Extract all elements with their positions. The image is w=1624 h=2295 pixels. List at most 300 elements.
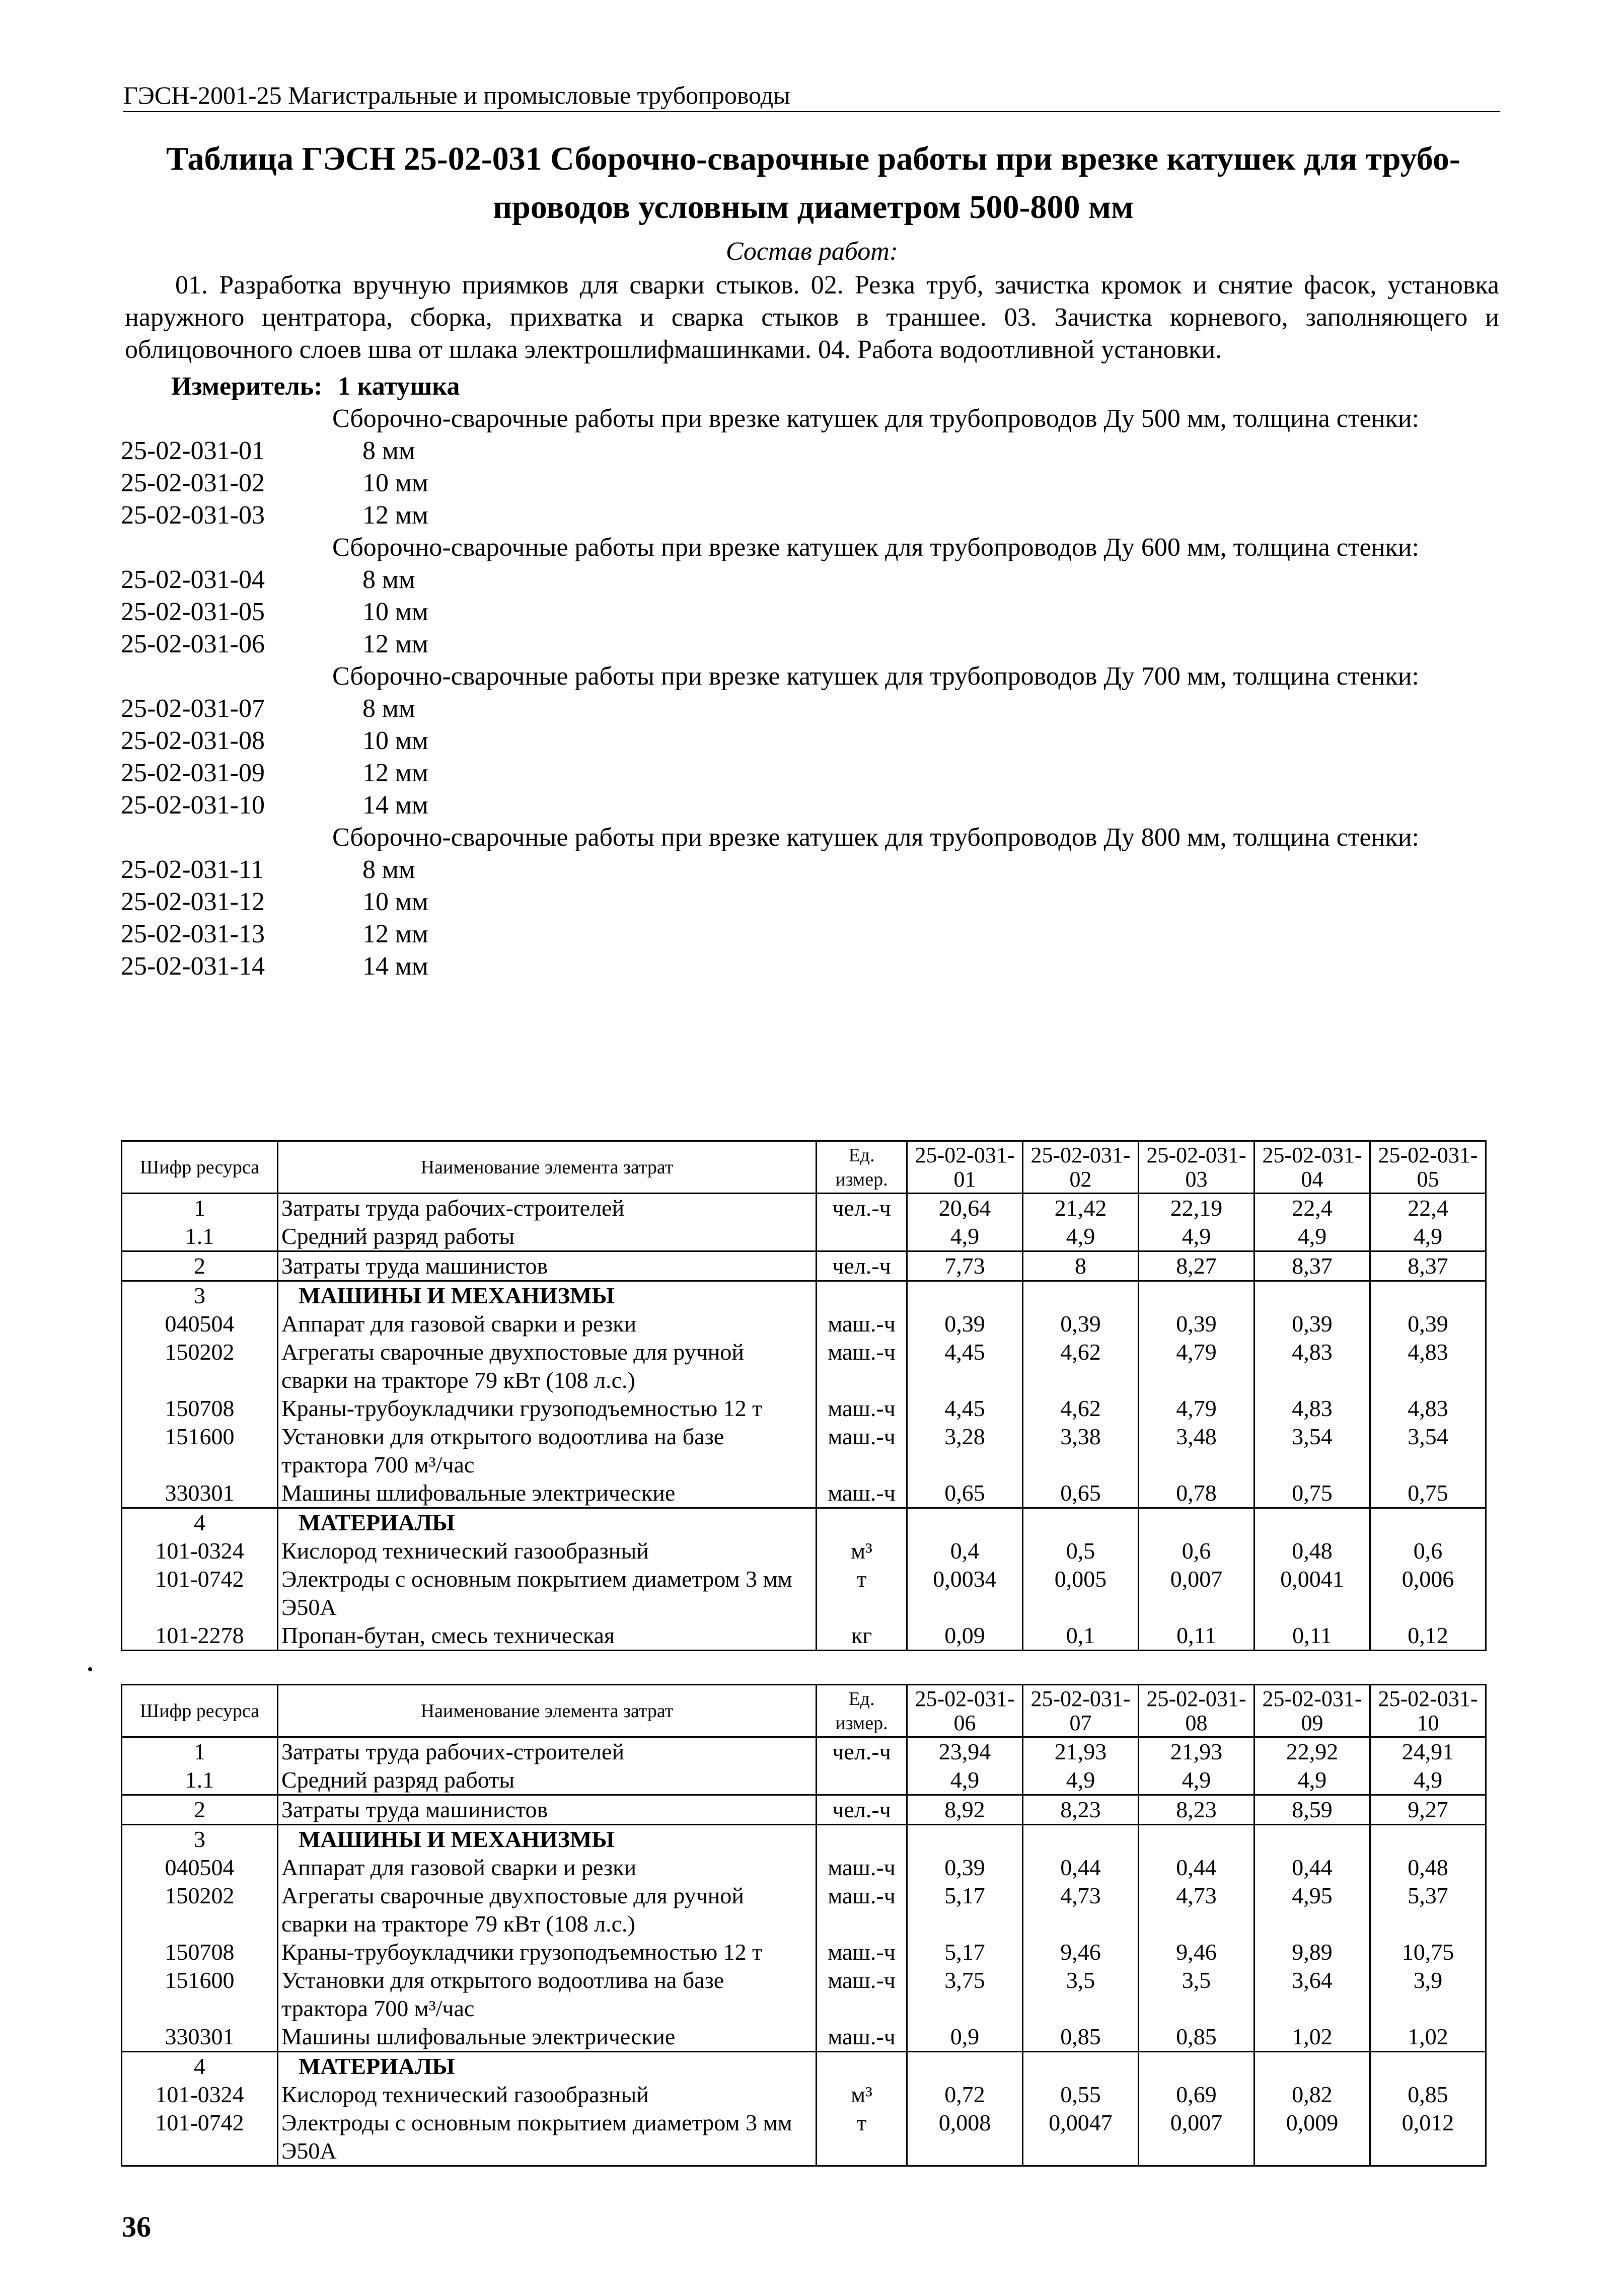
page-number: 36 <box>122 2210 151 2243</box>
resource-name: Затраты труда рабочих-строителей <box>278 1194 817 1223</box>
resource-name: Краны-трубоукладчики грузоподъемностью 12 т <box>278 1938 817 1966</box>
resource-code: 150202 <box>122 1338 278 1394</box>
resource-value: 9,89 <box>1254 1938 1370 1966</box>
resource-name: Краны-трубоукладчики грузоподъемностью 12 т <box>278 1394 817 1423</box>
norm-row <box>121 789 1500 822</box>
resource-value: 0,007 <box>1139 2109 1254 2166</box>
resource-unit <box>817 1508 907 1537</box>
norm-row <box>121 693 1500 725</box>
norm-thickness: 8 мм <box>362 436 415 465</box>
resource-value: 0,005 <box>1023 1565 1139 1621</box>
table-row <box>122 1621 1486 1651</box>
resource-code: 1 <box>122 1737 278 1766</box>
resource-code: 4 <box>122 2052 278 2081</box>
resource-value: 0,5 <box>1023 1537 1139 1565</box>
resource-value: 0,0041 <box>1254 1565 1370 1621</box>
header-name: Наименование элемента затрат <box>278 1141 817 1194</box>
resource-value: 4,9 <box>1370 1222 1486 1251</box>
resource-name: Агрегаты сварочные двухпостовые для ручной сварки на тракторе 79 кВт (108 л.с.) <box>278 1338 817 1394</box>
resource-value: 0,82 <box>1254 2081 1370 2109</box>
norm-row <box>121 918 1500 950</box>
resource-value: 0,85 <box>1370 2081 1486 2109</box>
header-code: Шифр ресурса <box>122 1141 278 1194</box>
resource-name: Кислород технический газообразный <box>278 2081 817 2109</box>
resource-name: Электроды с основным покрытием диаметром 3 мм Э50А <box>278 1565 817 1621</box>
resource-value <box>1139 1508 1254 1537</box>
resource-unit: маш.-ч <box>817 1310 907 1338</box>
table-title <box>125 135 1502 232</box>
resource-value: 5,37 <box>1370 1882 1486 1938</box>
resource-name: Средний разряд работы <box>278 1222 817 1251</box>
resource-name: Затраты труда машинистов <box>278 1251 817 1281</box>
resource-value <box>1370 1281 1486 1310</box>
resource-value: 0,39 <box>907 1854 1023 1882</box>
header-unit: Ед. измер. <box>817 1685 907 1737</box>
resource-value: 0,75 <box>1370 1479 1486 1508</box>
resource-value: 3,64 <box>1254 1966 1370 2023</box>
title-line-1: Таблица ГЭСН 25-02-031 Сборочно-сварочные работы при врезке катушек для трубо- <box>166 140 1460 177</box>
resource-value <box>1254 1825 1370 1854</box>
resource-value: 4,83 <box>1254 1394 1370 1423</box>
header-norm-code: 25-02-031-10 <box>1370 1685 1486 1737</box>
table-row <box>122 1938 1486 1966</box>
norm-code: 25-02-031-03 <box>121 501 265 530</box>
norm-row <box>121 467 1500 499</box>
resource-value: 4,83 <box>1370 1338 1486 1394</box>
resource-value: 1,02 <box>1254 2023 1370 2052</box>
table-row <box>122 1737 1486 1766</box>
resource-value: 21,93 <box>1023 1737 1139 1766</box>
header-norm-code: 25-02-031-01 <box>907 1141 1023 1194</box>
norm-thickness: 10 мм <box>362 598 428 626</box>
resource-code: 150202 <box>122 1882 278 1938</box>
resource-value: 0,6 <box>1370 1537 1486 1565</box>
header-norm-code: 25-02-031-07 <box>1023 1685 1139 1737</box>
norm-code: 25-02-031-02 <box>121 469 265 497</box>
resource-value: 0,0047 <box>1023 2109 1139 2166</box>
norm-row <box>121 886 1500 918</box>
resource-value: 4,83 <box>1370 1394 1486 1423</box>
resource-value <box>1254 1281 1370 1310</box>
resource-value: 0,39 <box>1254 1310 1370 1338</box>
resource-value: 0,85 <box>1023 2023 1139 2052</box>
table-row <box>122 1251 1486 1281</box>
resource-value: 4,73 <box>1139 1882 1254 1938</box>
resource-value: 4,45 <box>907 1394 1023 1423</box>
resource-unit <box>817 1825 907 1854</box>
resource-value: 22,92 <box>1254 1737 1370 1766</box>
resource-value: 3,75 <box>907 1966 1023 2023</box>
resource-name: Электроды с основным покрытием диаметром 3 мм Э50А <box>278 2109 817 2166</box>
resource-value: 1,02 <box>1370 2023 1486 2052</box>
resource-unit: маш.-ч <box>817 1938 907 1966</box>
resource-unit: кг <box>817 1621 907 1651</box>
resource-value: 4,62 <box>1023 1394 1139 1423</box>
resource-code: 1 <box>122 1194 278 1223</box>
norm-thickness: 14 мм <box>362 791 428 820</box>
resource-value: 4,9 <box>1023 1222 1139 1251</box>
resource-value: 4,9 <box>1370 1766 1486 1795</box>
resource-name: Пропан-бутан, смесь техническая <box>278 1621 817 1651</box>
norm-thickness: 10 мм <box>362 469 428 497</box>
norm-row <box>121 435 1500 467</box>
resource-unit: чел.-ч <box>817 1795 907 1825</box>
resource-value: 9,46 <box>1023 1938 1139 1966</box>
resource-value <box>907 1508 1023 1537</box>
header-unit: Ед. измер. <box>817 1141 907 1194</box>
resource-value: 0,48 <box>1254 1537 1370 1565</box>
resource-value: 0,39 <box>1370 1310 1486 1338</box>
resource-unit: маш.-ч <box>817 1854 907 1882</box>
resource-value <box>1023 1281 1139 1310</box>
norm-thickness: 8 мм <box>362 694 415 723</box>
composition-text: 01. Разработка вручную приямков для сварки стыков. 02. Резка труб, зачистка кромок и снятие фасок, установка наружного центратора, сборка, прихватка и сварка стыков в траншее. 03. Зачистка корневого, заполняющего и облицовочного слоев шва от шлака электрошлифмашинками. 04. Работа водоотливной установки. <box>125 271 1499 364</box>
resource-value: 8,92 <box>907 1795 1023 1825</box>
resource-name: Машины шлифовальные электрические <box>278 2023 817 2052</box>
resource-value: 21,42 <box>1023 1194 1139 1223</box>
norm-code: 25-02-031-05 <box>121 598 265 626</box>
resource-value <box>907 1281 1023 1310</box>
resource-value: 9,46 <box>1139 1938 1254 1966</box>
header-norm-code: 25-02-031-04 <box>1254 1141 1370 1194</box>
resource-value: 23,94 <box>907 1737 1023 1766</box>
resource-table-2 <box>121 1684 1487 2167</box>
resource-name: Агрегаты сварочные двухпостовые для ручной сварки на тракторе 79 кВт (108 л.с.) <box>278 1882 817 1938</box>
resource-code: 1.1 <box>122 1766 278 1795</box>
norm-row <box>121 499 1500 532</box>
resource-value: 3,5 <box>1023 1966 1139 2023</box>
resource-unit <box>817 1222 907 1251</box>
resource-value <box>1139 2052 1254 2081</box>
resource-name: Установки для открытого водоотлива на базе трактора 700 м³/час <box>278 1966 817 2023</box>
header-norm-code: 25-02-031-03 <box>1139 1141 1254 1194</box>
table-row <box>122 2052 1486 2081</box>
resource-value: 5,17 <box>907 1882 1023 1938</box>
table-row <box>122 1508 1486 1537</box>
resource-value <box>1370 2052 1486 2081</box>
resource-value: 4,9 <box>1023 1766 1139 1795</box>
resource-unit: т <box>817 1565 907 1621</box>
running-header: ГЭСН-2001-25 Магистральные и промысловые трубопроводы <box>123 80 1500 112</box>
resource-unit: чел.-ч <box>817 1194 907 1223</box>
measure-value: 1 катушка <box>337 372 460 401</box>
table-row <box>122 1394 1486 1423</box>
resource-value: 0,44 <box>1139 1854 1254 1882</box>
resource-value <box>907 2052 1023 2081</box>
resource-value: 4,83 <box>1254 1338 1370 1394</box>
resource-unit: маш.-ч <box>817 1966 907 2023</box>
resource-value: 3,54 <box>1370 1423 1486 1479</box>
norm-thickness: 8 мм <box>362 565 415 594</box>
resource-value: 9,27 <box>1370 1795 1486 1825</box>
resource-value <box>1254 2052 1370 2081</box>
norm-code: 25-02-031-08 <box>121 726 265 755</box>
resource-unit: маш.-ч <box>817 1479 907 1508</box>
resource-value: 0,69 <box>1139 2081 1254 2109</box>
norm-row <box>121 596 1500 628</box>
resource-value <box>1139 1281 1254 1310</box>
table-row <box>122 1281 1486 1310</box>
resource-value: 0,48 <box>1370 1854 1486 1882</box>
resource-value: 4,9 <box>1139 1222 1254 1251</box>
table-row <box>122 2081 1486 2109</box>
table-row <box>122 1854 1486 1882</box>
resource-code: 330301 <box>122 2023 278 2052</box>
resource-name: Затраты труда машинистов <box>278 1795 817 1825</box>
resource-value: 4,9 <box>1254 1222 1370 1251</box>
norm-thickness: 12 мм <box>362 501 428 530</box>
table-row <box>122 1479 1486 1508</box>
norm-thickness: 12 мм <box>362 759 428 787</box>
resource-value <box>1370 1508 1486 1537</box>
resource-value: 4,45 <box>907 1338 1023 1394</box>
table-row <box>122 1882 1486 1938</box>
resource-value: 0,0034 <box>907 1565 1023 1621</box>
resource-name: МАТЕРИАЛЫ <box>278 1508 817 1537</box>
resource-name: МАШИНЫ И МЕХАНИЗМЫ <box>278 1825 817 1854</box>
resource-value: 8,59 <box>1254 1795 1370 1825</box>
resource-value <box>1370 1825 1486 1854</box>
resource-value: 0,009 <box>1254 2109 1370 2166</box>
resource-value: 0,55 <box>1023 2081 1139 2109</box>
resource-value: 0,12 <box>1370 1621 1486 1651</box>
norm-code: 25-02-031-04 <box>121 565 265 594</box>
resource-code: 040504 <box>122 1310 278 1338</box>
norm-code: 25-02-031-11 <box>121 855 264 884</box>
resource-value: 3,9 <box>1370 1966 1486 2023</box>
resource-unit: маш.-ч <box>817 2023 907 2052</box>
resource-value: 22,19 <box>1139 1194 1254 1223</box>
resource-value: 4,79 <box>1139 1394 1254 1423</box>
norm-code: 25-02-031-14 <box>121 952 265 981</box>
resource-value: 0,39 <box>1023 1310 1139 1338</box>
header-norm-code: 25-02-031-08 <box>1139 1685 1254 1737</box>
table-row <box>122 1537 1486 1565</box>
resource-value: 0,4 <box>907 1537 1023 1565</box>
resource-code: 101-0742 <box>122 2109 278 2166</box>
resource-code: 4 <box>122 1508 278 1537</box>
resource-value: 0,9 <box>907 2023 1023 2052</box>
norm-group-heading: Сборочно-сварочные работы при врезке катушек для трубопроводов Ду 700 мм, толщина стенки: <box>332 662 1419 691</box>
resource-value: 24,91 <box>1370 1737 1486 1766</box>
resource-value: 0,85 <box>1139 2023 1254 2052</box>
resource-value: 22,4 <box>1254 1194 1370 1223</box>
norm-group-heading: Сборочно-сварочные работы при врезке катушек для трубопроводов Ду 800 мм, толщина стенки: <box>332 823 1419 852</box>
resource-value: 3,5 <box>1139 1966 1254 2023</box>
norm-thickness: 10 мм <box>362 726 428 755</box>
resource-value: 4,9 <box>907 1766 1023 1795</box>
resource-name: Аппарат для газовой сварки и резки <box>278 1854 817 1882</box>
header-norm-code: 25-02-031-05 <box>1370 1141 1486 1194</box>
resource-value: 10,75 <box>1370 1938 1486 1966</box>
resource-unit <box>817 2052 907 2081</box>
table-row <box>122 1795 1486 1825</box>
resource-code: 2 <box>122 1251 278 1281</box>
resource-value: 20,64 <box>907 1194 1023 1223</box>
norm-row <box>121 854 1500 886</box>
resource-value: 4,95 <box>1254 1882 1370 1938</box>
resource-value: 0,65 <box>907 1479 1023 1508</box>
resource-value: 5,17 <box>907 1938 1023 1966</box>
resource-code: 101-2278 <box>122 1621 278 1651</box>
norm-thickness: 12 мм <box>362 920 428 948</box>
norm-thickness: 10 мм <box>362 887 428 916</box>
resource-code: 2 <box>122 1795 278 1825</box>
header-code: Шифр ресурса <box>122 1685 278 1737</box>
resource-value: 3,48 <box>1139 1423 1254 1479</box>
resource-value: 21,93 <box>1139 1737 1254 1766</box>
norm-code: 25-02-031-12 <box>121 887 265 916</box>
resource-value: 0,65 <box>1023 1479 1139 1508</box>
resource-value: 4,9 <box>1139 1766 1254 1795</box>
header-name: Наименование элемента затрат <box>278 1685 817 1737</box>
resource-value: 0,008 <box>907 2109 1023 2166</box>
resource-value: 4,73 <box>1023 1882 1139 1938</box>
resource-value: 0,012 <box>1370 2109 1486 2166</box>
resource-value: 4,79 <box>1139 1338 1254 1394</box>
resource-value <box>1023 1508 1139 1537</box>
resource-value: 8,23 <box>1139 1795 1254 1825</box>
table-row <box>122 1338 1486 1394</box>
resource-code: 150708 <box>122 1394 278 1423</box>
norm-code: 25-02-031-07 <box>121 694 265 723</box>
resource-value: 0,78 <box>1139 1479 1254 1508</box>
table-row <box>122 1565 1486 1621</box>
resource-name: Машины шлифовальные электрические <box>278 1479 817 1508</box>
resource-unit: м³ <box>817 2081 907 2109</box>
measure <box>171 372 475 401</box>
resource-code: 3 <box>122 1281 278 1310</box>
resource-value: 3,54 <box>1254 1423 1370 1479</box>
resource-value <box>1139 1825 1254 1854</box>
norm-row <box>121 628 1500 660</box>
resource-value: 3,38 <box>1023 1423 1139 1479</box>
resource-value: 0,44 <box>1023 1854 1139 1882</box>
resource-value <box>1023 1825 1139 1854</box>
resource-unit <box>817 1281 907 1310</box>
composition-heading: Состав работ: <box>725 237 899 266</box>
resource-code: 101-0324 <box>122 1537 278 1565</box>
norm-row <box>121 757 1500 789</box>
resource-value: 3,28 <box>907 1423 1023 1479</box>
resource-name: Затраты труда рабочих-строителей <box>278 1737 817 1766</box>
resource-unit: маш.-ч <box>817 1338 907 1394</box>
table-row <box>122 1310 1486 1338</box>
measure-label: Измеритель: <box>171 372 323 401</box>
resource-unit: маш.-ч <box>817 1882 907 1938</box>
resource-value: 0,44 <box>1254 1854 1370 1882</box>
resource-value: 0,11 <box>1139 1621 1254 1651</box>
resource-value: 0,39 <box>907 1310 1023 1338</box>
resource-unit: чел.-ч <box>817 1737 907 1766</box>
resource-name: Средний разряд работы <box>278 1766 817 1795</box>
header-norm-code: 25-02-031-02 <box>1023 1141 1139 1194</box>
resource-value: 0,11 <box>1254 1621 1370 1651</box>
resource-name: Аппарат для газовой сварки и резки <box>278 1310 817 1338</box>
resource-value: 0,1 <box>1023 1621 1139 1651</box>
resource-unit <box>817 1766 907 1795</box>
norm-group-heading: Сборочно-сварочные работы при врезке катушек для трубопроводов Ду 500 мм, толщина стенки: <box>332 404 1419 433</box>
resource-value: 8 <box>1023 1251 1139 1281</box>
norm-row <box>121 725 1500 757</box>
header-norm-code: 25-02-031-09 <box>1254 1685 1370 1737</box>
table-row <box>122 1825 1486 1854</box>
table-row <box>122 1222 1486 1251</box>
norms-list <box>121 403 1500 983</box>
resource-unit: маш.-ч <box>817 1394 907 1423</box>
resource-value: 8,27 <box>1139 1251 1254 1281</box>
norm-code: 25-02-031-10 <box>121 791 265 820</box>
resource-name: МАШИНЫ И МЕХАНИЗМЫ <box>278 1281 817 1310</box>
table-row <box>122 1966 1486 2023</box>
resource-name: МАТЕРИАЛЫ <box>278 2052 817 2081</box>
table-row <box>122 2023 1486 2052</box>
table-row <box>122 1423 1486 1479</box>
resource-unit: т <box>817 2109 907 2166</box>
norm-row <box>121 564 1500 596</box>
resource-value: 0,007 <box>1139 1565 1254 1621</box>
resource-table-1 <box>121 1140 1487 1651</box>
resource-value: 22,4 <box>1370 1194 1486 1223</box>
resource-value: 0,75 <box>1254 1479 1370 1508</box>
resource-value: 4,9 <box>1254 1766 1370 1795</box>
resource-unit: м³ <box>817 1537 907 1565</box>
resource-value: 0,39 <box>1139 1310 1254 1338</box>
norm-thickness: 14 мм <box>362 952 428 981</box>
resource-code: 040504 <box>122 1854 278 1882</box>
resource-code: 330301 <box>122 1479 278 1508</box>
resource-value: 8,37 <box>1370 1251 1486 1281</box>
resource-value: 8,37 <box>1254 1251 1370 1281</box>
resource-value <box>1254 1508 1370 1537</box>
header-norm-code: 25-02-031-06 <box>907 1685 1023 1737</box>
norm-thickness: 12 мм <box>362 630 428 658</box>
table-row <box>122 2109 1486 2166</box>
resource-value: 0,72 <box>907 2081 1023 2109</box>
norm-code: 25-02-031-01 <box>121 436 265 465</box>
norm-code: 25-02-031-13 <box>121 920 265 948</box>
resource-code: 101-0742 <box>122 1565 278 1621</box>
resource-value <box>1023 2052 1139 2081</box>
resource-name: Установки для открытого водоотлива на базе трактора 700 м³/час <box>278 1423 817 1479</box>
norm-code: 25-02-031-09 <box>121 759 265 787</box>
resource-value: 7,73 <box>907 1251 1023 1281</box>
resource-value: 0,6 <box>1139 1537 1254 1565</box>
resource-code: 150708 <box>122 1938 278 1966</box>
table-row <box>122 1194 1486 1223</box>
resource-value <box>907 1825 1023 1854</box>
norm-row <box>121 950 1500 983</box>
resource-value: 0,006 <box>1370 1565 1486 1621</box>
resource-value: 4,62 <box>1023 1338 1139 1394</box>
norm-group-heading: Сборочно-сварочные работы при врезке катушек для трубопроводов Ду 600 мм, толщина стенки: <box>332 533 1419 562</box>
resource-value: 4,9 <box>907 1222 1023 1251</box>
resource-code: 3 <box>122 1825 278 1854</box>
resource-code: 151600 <box>122 1966 278 2023</box>
resource-value: 0,09 <box>907 1621 1023 1651</box>
resource-unit: чел.-ч <box>817 1251 907 1281</box>
resource-value: 8,23 <box>1023 1795 1139 1825</box>
norm-thickness: 8 мм <box>362 855 415 884</box>
resource-name: Кислород технический газообразный <box>278 1537 817 1565</box>
scan-dot <box>88 1667 92 1671</box>
table-row <box>122 1766 1486 1795</box>
norm-code: 25-02-031-06 <box>121 630 265 658</box>
resource-code: 101-0324 <box>122 2081 278 2109</box>
resource-code: 1.1 <box>122 1222 278 1251</box>
resource-unit: маш.-ч <box>817 1423 907 1479</box>
title-line-2: проводов условным диаметром 500-800 мм <box>493 189 1134 226</box>
